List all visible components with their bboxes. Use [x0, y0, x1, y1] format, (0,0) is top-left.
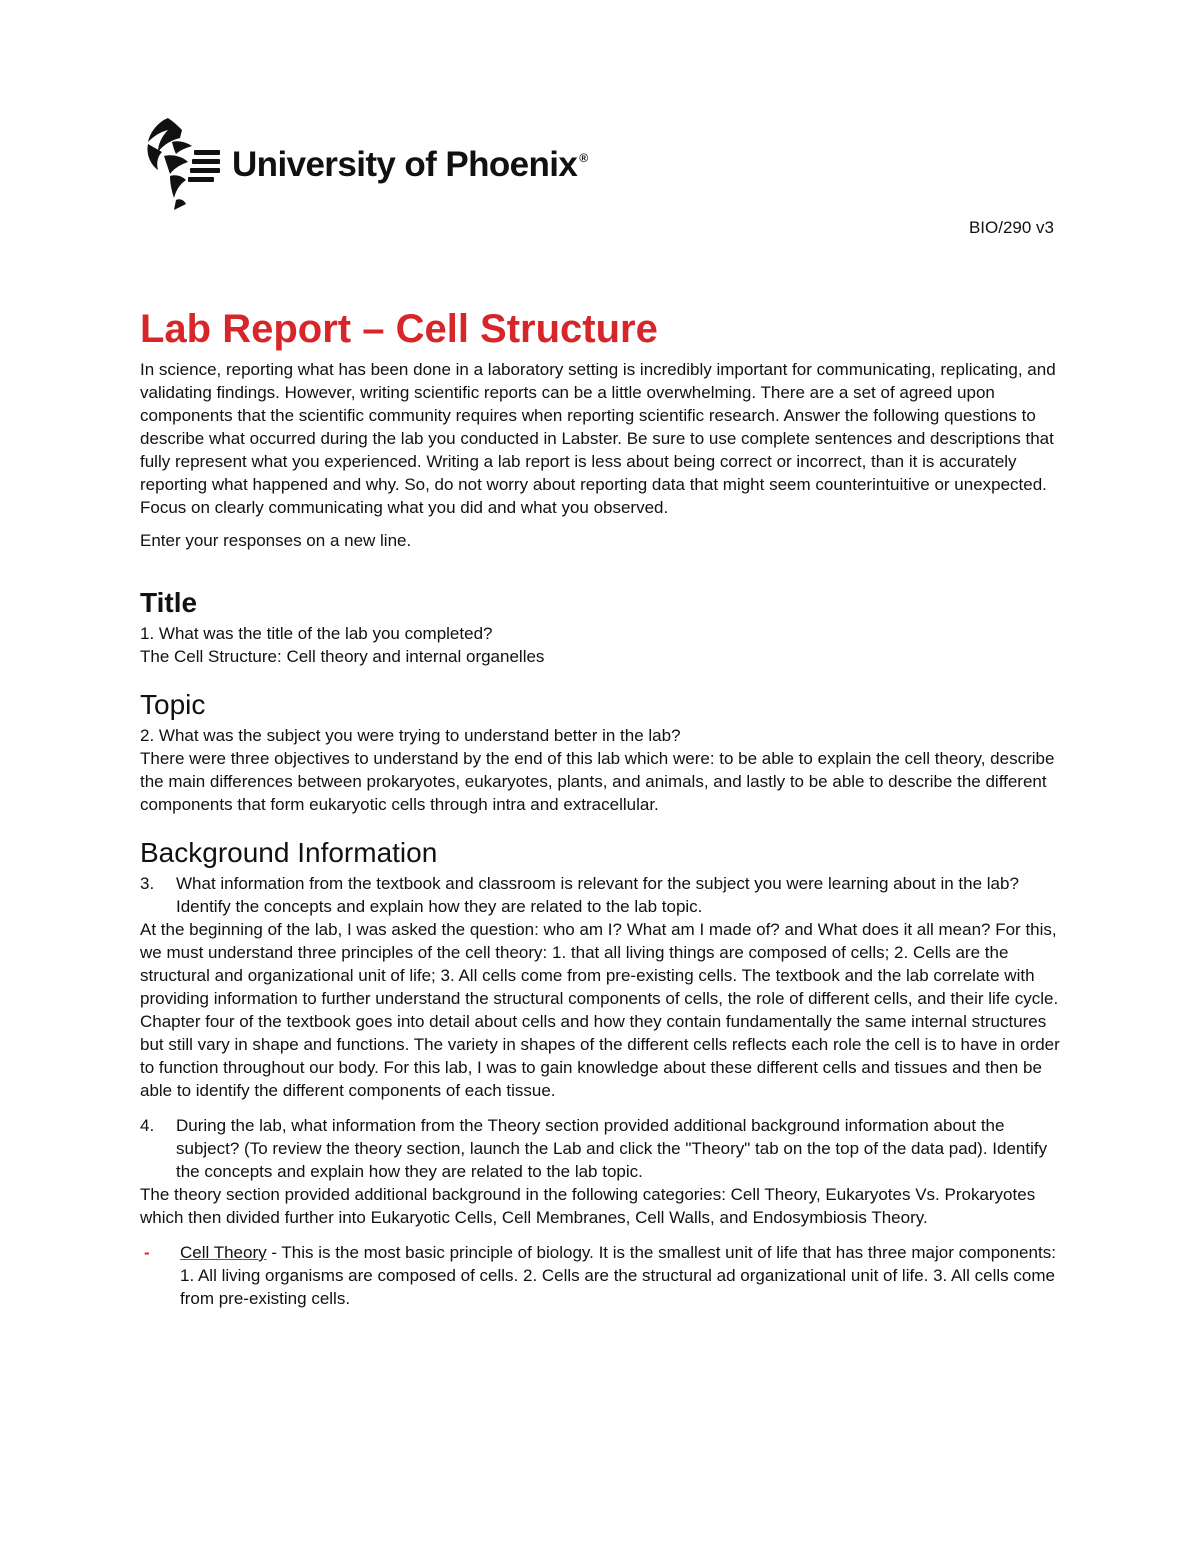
section-background — [140, 836, 1060, 1310]
question-3-text: What information from the textbook and classroom is relevant for the subject you were learning about in the lab? Identify the concepts and explain how they are related to the lab topic. — [176, 874, 1019, 916]
course-code: BIO/290 v3 — [968, 218, 1054, 237]
instruction-text: Enter your responses on a new line. — [140, 531, 412, 550]
section-heading-title: Title — [140, 587, 198, 618]
bullet-text[interactable] — [180, 1241, 1060, 1310]
intro-paragraph: In science, reporting what has been done in a laboratory setting is incredibly important for communicating, replicating, and validating findings. However, writing scientific reports can be a little overwhelming. There are a set of agreed upon components that the scientific community requires when reporting scientific research. Answer the following questions to describe what occurred during the lab you conducted in Labster. Be sure to use complete sentences and descriptions that fully represent what you experienced. Writing a lab report is less about being correct or incorrect, than it is accurately reporting what happened and why. So, do not worry about reporting data that might seem counterintuitive or unexpected. Focus on clearly communicating what you did and what you observed. — [140, 360, 1056, 517]
phoenix-bird-icon — [142, 114, 222, 210]
question-4-text: During the lab, what information from the Theory section provided additional background information about the subject? (To review the theory section, launch the Lab and click the "Theory" tab on the top of the data pad). Identify the concepts and explain how they are related to the lab topic. — [176, 1116, 1048, 1181]
section-title — [140, 586, 1060, 668]
registered-mark: ® — [579, 151, 588, 165]
question-2: 2. What was the subject you were trying to understand better in the lab? — [140, 726, 681, 745]
question-4-number: 4. — [140, 1116, 155, 1135]
bullet-term: Cell Theory — [180, 1243, 267, 1262]
question-3-number: 3. — [140, 874, 155, 893]
logo-wordmark: University of Phoenix ® — [232, 145, 588, 184]
section-topic — [140, 688, 1060, 816]
document-body — [140, 304, 1060, 1330]
page-title: Lab Report – Cell Structure — [140, 307, 658, 351]
section-heading-background: Background Information — [140, 837, 438, 868]
question-1: 1. What was the title of the lab you completed? — [140, 624, 493, 643]
university-logo — [142, 114, 588, 210]
answer-4[interactable]: The theory section provided additional background in the following categories: Cell Theory, Eukaryotes Vs. Prokaryotes which then divided further into Eukaryotic Cells, Cell Membranes, Cell Walls, and Endosymbiosis Theory. — [140, 1185, 1036, 1227]
question-3 — [140, 872, 1060, 918]
question-4 — [140, 1114, 1060, 1183]
answer-2[interactable]: There were three objectives to understand by the end of this lab which were: to be able to explain the cell theory, describe the main differences between prokaryotes, eukaryotes, plants, and animals, and lastly to be able to describe the different components that form eukaryotic cells through intra and extracellular. — [140, 749, 1055, 814]
bullet-dash: - — [144, 1243, 150, 1262]
section-heading-topic: Topic — [140, 689, 206, 720]
answer-3[interactable]: At the beginning of the lab, I was asked the question: who am I? What am I made of? and What does it all mean? For this, we must understand three principles of the cell theory: 1. that all living things are composed of cells; 2. Cells are the structural and organizational unit of life; 3. All cells come from pre-existing cells. The textbook and the lab correlate with providing information to further understand the structural components of cells, the role of different cells, and their life cycle. Chapter four of the textbook goes into detail about cells and how they contain fundamentally the same internal structures but still vary in shape and functions. The variety in shapes of the different cells reflects each role the cell is to have in order to function throughout our body. For this lab, I was to gain knowledge about these different cells and tissues and then be able to identify the different components of each tissue. — [140, 920, 1060, 1100]
list-item — [140, 1241, 1060, 1310]
bullet-description: - This is the most basic principle of biology. It is the smallest unit of life that has three major components: 1. All living organisms are composed of cells. 2. Cells are the structural ad organizational unit of life. 3. All cells come from pre-existing cells. — [180, 1243, 1056, 1308]
answer-1[interactable]: The Cell Structure: Cell theory and internal organelles — [140, 647, 545, 666]
